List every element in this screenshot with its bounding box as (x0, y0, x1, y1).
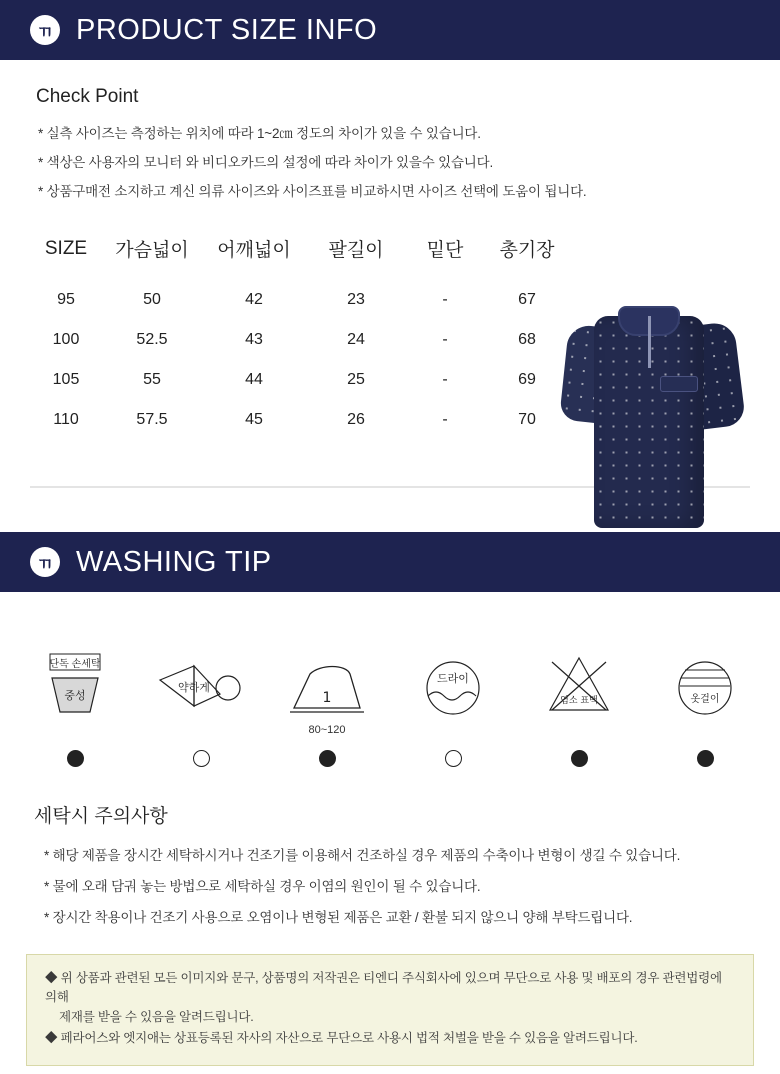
section-title-size: PRODUCT SIZE INFO (76, 13, 378, 46)
iron-icon (280, 648, 374, 722)
hang-dry-icon (658, 648, 752, 722)
size-table-col-shoulder: 어깨넓이 (217, 240, 291, 261)
polo-shirt-illustration (556, 298, 756, 528)
copyright-line-2: ◆ 페라어스와 엣지애는 상표등록된 자사의 자산으로 무단으로 사용시 법적 처벌을 받을 수 있음을 알려드립니다. (45, 1031, 638, 1046)
cell-chest: 57.5 (136, 411, 168, 428)
cell-shoulder: 42 (245, 291, 263, 308)
cell-hem: - (442, 331, 448, 348)
hand-wash-icon (28, 648, 122, 722)
table-row (30, 280, 570, 320)
cell-length: 68 (518, 331, 536, 348)
cell-hem: - (442, 291, 448, 308)
copyright-line-1-text: ◆ 위 상품과 관련된 모든 이미지와 문구, 상품명의 저작권은 티엔디 주식회사에 있으며 무단으로 사용 및 배포의 경우 관련법령에 의해 (45, 971, 722, 1005)
cell-sleeve: 26 (347, 411, 365, 428)
care-symbol-no-bleach (532, 648, 626, 767)
check-point-heading: Check Point (36, 86, 139, 107)
shirt-zipper (648, 316, 651, 368)
size-table-col-hem: 밑단 (426, 240, 464, 261)
brand-logo-icon: ㄲ (30, 547, 60, 577)
cell-shoulder: 44 (245, 371, 263, 388)
care-symbol-row (0, 648, 780, 767)
cell-size: 110 (53, 411, 79, 428)
svg-text:옷걸이: 옷걸이 (690, 694, 720, 705)
shirt-pocket (660, 376, 698, 392)
cell-sleeve: 23 (347, 291, 365, 308)
product-size-info-header (0, 0, 780, 60)
size-table-col-length: 총기장 (499, 240, 555, 261)
washing-note-2: * 물에 오래 담궈 놓는 방법으로 세탁하실 경우 이염의 원인이 될 수 있습니다. (44, 879, 481, 894)
copyright-notice (26, 954, 754, 1066)
cell-sleeve: 25 (347, 371, 365, 388)
gentle-wring-icon (154, 648, 248, 722)
copyright-line-1-continued: 제재를 받을 수 있음을 알려드립니다. (59, 1009, 254, 1024)
hand-wash-top-label: 단독 손세탁 (49, 659, 101, 670)
cell-shoulder: 43 (245, 331, 263, 348)
cell-size: 100 (52, 331, 80, 348)
size-table-col-size: SIZE (44, 237, 88, 259)
size-table-col-chest: 가슴넓이 (115, 240, 189, 261)
size-note-1: * 실측 사이즈는 측정하는 위치에 따라 1~2㎝ 정도의 차이가 있을 수 있습니다. (38, 126, 481, 141)
dry-clean-indicator-dot (445, 750, 462, 767)
size-table-col-sleeve: 팔길이 (328, 240, 384, 261)
cell-length: 70 (518, 411, 536, 428)
brand-logo-icon: ㄲ (30, 15, 60, 45)
washing-caution-heading: 세탁시 주의사항 (34, 806, 168, 827)
section-title-washing: WASHING TIP (76, 545, 272, 578)
cell-chest: 55 (143, 371, 161, 388)
cell-size: 95 (57, 291, 75, 308)
hang-dry-indicator-dot (697, 750, 714, 767)
svg-text:중성: 중성 (64, 689, 86, 702)
cell-sleeve: 24 (347, 331, 365, 348)
washing-note-1: * 해당 제품을 장시간 세탁하시거나 건조기를 이용해서 건조하실 경우 제품의 수축이나 변형이 생길 수 있습니다. (44, 848, 681, 863)
size-table-header-row (30, 234, 570, 280)
copyright-line-1 (45, 969, 735, 1027)
care-symbol-gentle-wring (154, 648, 248, 767)
gentle-wring-indicator-dot (193, 750, 210, 767)
no-bleach-icon (532, 648, 626, 722)
cell-chest: 52.5 (136, 331, 168, 348)
cell-shoulder: 45 (245, 411, 263, 428)
cell-hem: - (442, 371, 448, 388)
size-info-section (0, 86, 780, 488)
care-symbol-iron (280, 648, 374, 767)
svg-text:드라이: 드라이 (437, 672, 469, 685)
washing-note-3: * 장시간 착용이나 건조기 사용으로 오염이나 변형된 제품은 교환 / 환불 되지 않으니 양해 부탁드립니다. (44, 910, 633, 925)
size-note-3: * 상품구매전 소지하고 계신 의류 사이즈와 사이즈표를 비교하시면 사이즈 선택에 도움이 됩니다. (38, 184, 587, 199)
product-image (556, 298, 756, 528)
cell-length: 69 (518, 371, 536, 388)
care-symbol-hang-dry (658, 648, 752, 767)
cell-chest: 50 (143, 291, 161, 308)
care-symbol-dry-clean (406, 648, 500, 767)
cell-hem: - (442, 411, 448, 428)
svg-text:1: 1 (322, 690, 332, 706)
cell-size: 105 (52, 371, 80, 388)
iron-temperature-caption: 80~120 (308, 724, 346, 736)
table-row (30, 400, 570, 440)
cell-length: 67 (518, 291, 536, 308)
table-row (30, 320, 570, 360)
washing-tip-header (0, 532, 780, 592)
svg-text:염소 표백: 염소 표백 (560, 696, 598, 706)
dry-icon (406, 648, 500, 722)
svg-text:약하게: 약하게 (178, 681, 210, 694)
table-row (30, 360, 570, 400)
size-table (30, 234, 570, 440)
no-bleach-indicator-dot (571, 750, 588, 767)
size-note-2: * 색상은 사용자의 모니터 와 비디오카드의 설정에 따라 차이가 있을수 있습니다. (38, 155, 494, 170)
washing-tip-section (0, 648, 780, 926)
care-symbol-hand-wash (28, 648, 122, 767)
iron-indicator-dot (319, 750, 336, 767)
hand-wash-indicator-dot (67, 750, 84, 767)
